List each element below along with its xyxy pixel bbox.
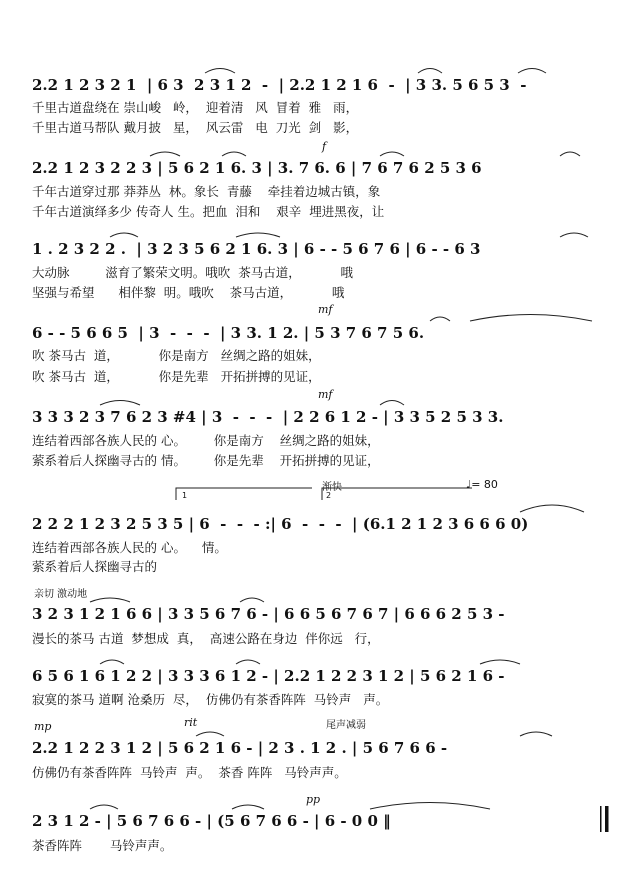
notation-line-1: 2.2 1 2 3 2 1 | 6 3 2 3 1 2 - | 2.2 1 2 1 6 - | 3 3. 5 6 5 3 - — [32, 76, 532, 94]
notation-line-3: 1 . 2 3 2 2 . | 3 2 3 5 6 2 1 6. 3 | 6 - - 5 6 7 6 | 6 - - 6 3 — [32, 240, 481, 258]
lyric-line-4a: 吹 茶马古 道， 你是南方 丝绸之路的姐妹， — [32, 348, 321, 363]
final-barline-thick — [605, 806, 609, 832]
lyric-line-5b: 萦系着后人探幽寻古的 情。 你是先辈 开拓拼搏的见证， — [32, 453, 380, 468]
slur — [205, 69, 235, 74]
final-barline-thin — [600, 806, 602, 832]
notation-line-4: 6 - - 5 6 6 5 | 3 - - - | 3 3. 1 2. | 5 3 7 6 7 5 6. — [32, 324, 425, 342]
slur — [520, 732, 552, 736]
slur — [370, 803, 490, 810]
volta-1-number: 1 — [182, 491, 188, 500]
slur — [100, 660, 124, 664]
slur — [100, 401, 140, 406]
notation-line-10: 2 3 1 2 - | 5 6 7 6 6 - | (5 6 7 6 6 - | 6 - 0 0 ‖ — [32, 812, 391, 830]
tempo-mark: ♩= 80 — [466, 478, 498, 491]
notation-line-9: 2.2 1 2 2 3 1 2 | 5 6 2 1 6 - | 2 3 . 1 2 . | 5 6 7 6 6 - — [32, 739, 448, 757]
notation-line-7: 3 2 3 1 2 1 6 6 | 3 3 5 6 7 6 - | 6 6 5 6 7 6 7 | 6 6 6 2 5 3 - — [32, 605, 505, 623]
lyric-line-3b: 坚强与希望 相伴黎 明。哦吹 茶马古道， 哦 — [32, 285, 345, 300]
slur — [90, 805, 118, 809]
lyric-line-1a: 千里古道盘绕在 崇山峻 岭， 迎着清 风 冒着 雅 雨， — [32, 100, 359, 115]
lyric-line-6b: 萦系着后人探幽寻古的 — [32, 559, 158, 574]
lyric-line-6a: 连结着西部各族人民的 心。 情。 — [32, 540, 227, 555]
dynamic-mark-pp: pp — [306, 793, 321, 806]
slur — [232, 805, 264, 809]
slur — [150, 152, 180, 156]
volta-1-bracket — [176, 488, 312, 500]
coda-mark: 尾声减弱 — [326, 720, 366, 731]
notation-line-2: 2.2 1 2 3 2 2 3 | 5 6 2 1 6. 3 | 3. 7 6. 6 | 7 6 7 6 2 5 3 6 — [32, 159, 482, 177]
slur — [520, 505, 584, 512]
lyric-line-1b: 千里古道马帮队 戴月披 星， 风云雷 电 刀光 剑 影， — [32, 120, 359, 135]
slur — [236, 660, 260, 664]
tempo-change-mark: 渐快 — [322, 482, 342, 493]
slur — [110, 233, 138, 237]
lyric-line-2a: 千年古道穿过那 莽莽丛 林。象长 青藤 牵挂着边城古镇，象 — [32, 184, 381, 199]
volta-2-number: 2 — [326, 491, 332, 500]
notation-line-6: 2 2 2 1 2 3 2 5 3 5 | 6 - - - :| 6 - - - | (6.1 2 1 2 3 6 6 6 0) — [32, 515, 529, 533]
slur — [380, 152, 404, 156]
slur — [470, 315, 592, 322]
lyric-line-7: 漫长的茶马 古道 梦想成 真， 高速公路在身边 伴你远 行， — [32, 631, 380, 646]
lyric-line-8: 寂寞的茶马 道啊 沧桑历 尽， 仿佛仍有茶香阵阵 马铃声 声。 — [32, 692, 389, 707]
slur — [380, 401, 404, 406]
slur — [418, 69, 442, 74]
slur — [560, 233, 588, 237]
lyric-line-4b: 吹 茶马古 道， 你是先辈 开拓拼搏的见证， — [32, 369, 321, 384]
slur — [240, 598, 264, 602]
dynamic-mark-mp: mp — [34, 720, 52, 733]
lyric-line-2b: 千年古道演绎多少 传奇人 生。把血 泪和 艰辛 埋进黑夜，让 — [32, 204, 385, 219]
slur — [560, 152, 580, 156]
dynamic-mark: f — [322, 140, 327, 153]
slur — [90, 598, 130, 602]
volta-2-bracket — [322, 488, 472, 500]
slur — [430, 317, 450, 321]
slur — [480, 660, 520, 664]
lyric-line-5a: 连结着西部各族人民的 心。 你是南方 丝绸之路的姐妹， — [32, 433, 380, 448]
rit-mark: rit — [184, 716, 198, 729]
dynamic-mark: mf — [318, 303, 333, 316]
notation-line-5: 3 3 3 2 3 7 6 2 3 #4 | 3 - - - | 2 2 6 1 2 - | 3 3 5 2 5 3 3. — [32, 408, 504, 426]
lyric-line-3a: 大动脉 滋育了繁荣文明。哦吹 茶马古道， 哦 — [32, 265, 353, 280]
slur — [196, 732, 224, 736]
dynamic-mark: mf — [318, 388, 333, 401]
slur — [236, 233, 280, 237]
slur — [518, 69, 546, 74]
lyric-line-9: 仿佛仍有茶香阵阵 马铃声 声。 茶香 阵阵 马铃声声。 — [32, 765, 347, 780]
lyric-line-10: 茶香阵阵 马铃声声。 — [32, 838, 173, 853]
slur — [222, 152, 246, 156]
expression-mark: 亲切 激动地 — [34, 589, 88, 600]
notation-line-8: 6 5 6 1 6 1 2 2 | 3 3 3 6 1 2 - | 2.2 1 2 2 3 1 2 | 5 6 2 1 6 - — [32, 667, 505, 685]
